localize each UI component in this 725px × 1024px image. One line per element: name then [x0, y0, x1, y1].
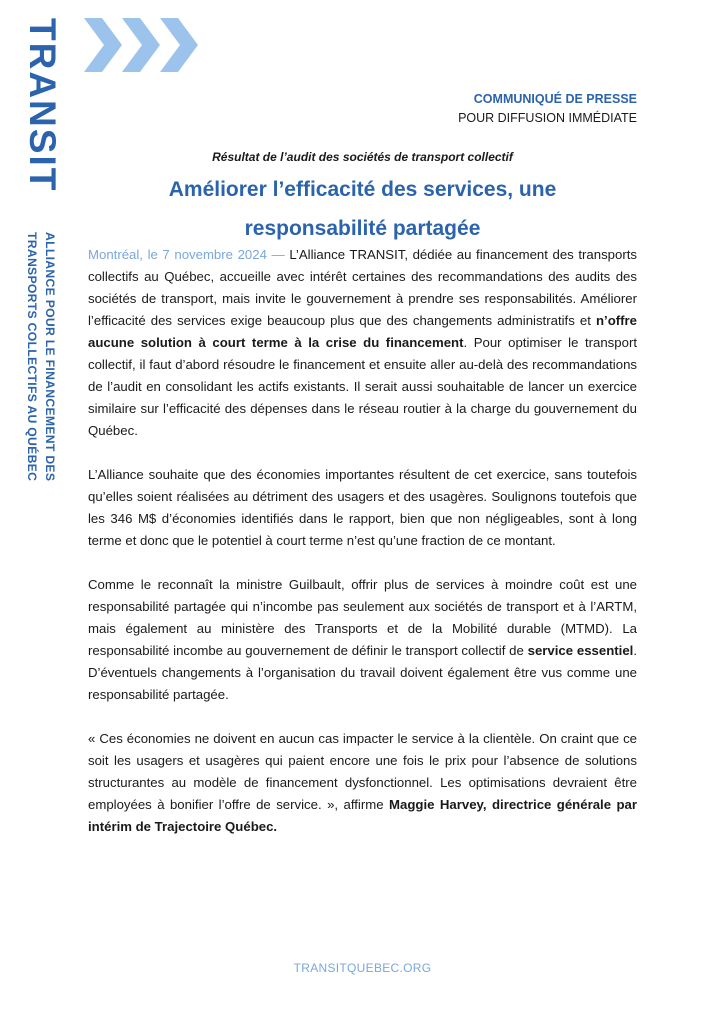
paragraph-4-text-a: « Ces économies ne doivent en aucun cas impacter le service à la clientèle. On craint que ce soit les usagers et usagères qui paient encore une fois le prix pour l’absence de solutions structurantes au modèle de financement dysfonctionnel. Les optimisations devraient être employées à bonifier l’offre de service. », affirme [88, 731, 637, 812]
paragraph-1-text-a: L’Alliance TRANSIT, dédiée au financement des transports collectifs au Québec, accueille avec intérêt certaines des recommandations des audits des sociétés de transport, mais invite le gouvernement à prendre ses responsabilités. Améliorer l’efficacité des services exige beaucoup plus que des changements administratifs et [88, 247, 637, 328]
paragraph-3 [88, 574, 637, 706]
article-subtitle: Résultat de l’audit des sociétés de transport collectif [212, 150, 513, 164]
paragraph-3-text-a: Comme le reconnaît la ministre Guilbault, offrir plus de services à moindre coût est une responsabilité partagée qui n’incombe pas seulement aux sociétés de transport et à l’ARTM, mais également au ministère des Transports et de la Mobilité durable (MTMD). La responsabilité incombe au gouvernement de définir le transport collectif de [88, 577, 637, 658]
paragraph-2: L’Alliance souhaite que des économies importantes résultent de cet exercice, sans toutefois qu’elles soient réalisées au détriment des usagers et des usagères. Soulignons toutefois que les 346 M$ d’économies identifiés dans le rapport, bien que non négligeables, sont à long terme et donc que le potentiel à court terme n’est qu’une fraction de ce montant. [88, 467, 637, 548]
article-title [88, 170, 637, 248]
dateline: Montréal, le 7 novembre 2024 — [88, 247, 285, 262]
release-status-label: POUR DIFFUSION IMMÉDIATE [458, 111, 637, 125]
brand-vertical-logo [22, 18, 62, 218]
press-release-header [458, 90, 637, 128]
article-body [88, 244, 637, 860]
brand-name: TRANSIT [22, 18, 63, 193]
brand-tagline [22, 232, 60, 502]
title-line-1: Améliorer l’efficacité des services, une [168, 178, 557, 201]
footer-website-link[interactable]: TRANSITQUEBEC.ORG [293, 961, 432, 975]
paragraph-3-bold: service essentiel [527, 643, 634, 658]
press-release-label: COMMUNIQUÉ DE PRESSE [473, 92, 637, 106]
title-line-2: responsabilité partagée [244, 217, 481, 240]
tagline-line-2: TRANSPORTS COLLECTIFS AU QUÉBEC [25, 232, 39, 482]
paragraph-1 [88, 244, 637, 442]
triple-chevron-icon [84, 16, 202, 78]
tagline-line-1: ALLIANCE POUR LE FINANCEMENT DES [43, 232, 57, 482]
paragraph-3-text-b: . D’éventuels changements à l’organisation du travail doivent également être vus comme une responsabilité partagée. [88, 643, 637, 702]
paragraph-4 [88, 728, 637, 838]
paragraph-1-text-b: . Pour optimiser le transport collectif, il faut d’abord résoudre le financement et ensuite aller au-delà des recommandations de l’audit en consolidant les actifs existants. Il serait aussi souhaitable de lancer un exercice similaire sur l’efficacité des dépenses dans le réseau routier à la charge du gouvernement du Québec. [88, 335, 638, 438]
paragraph-1-bold: n’offre aucune solution à court terme à la crise du financement [88, 313, 637, 350]
paragraph-4-bold: Maggie Harvey, directrice générale par intérim de Trajectoire Québec. [88, 797, 637, 834]
